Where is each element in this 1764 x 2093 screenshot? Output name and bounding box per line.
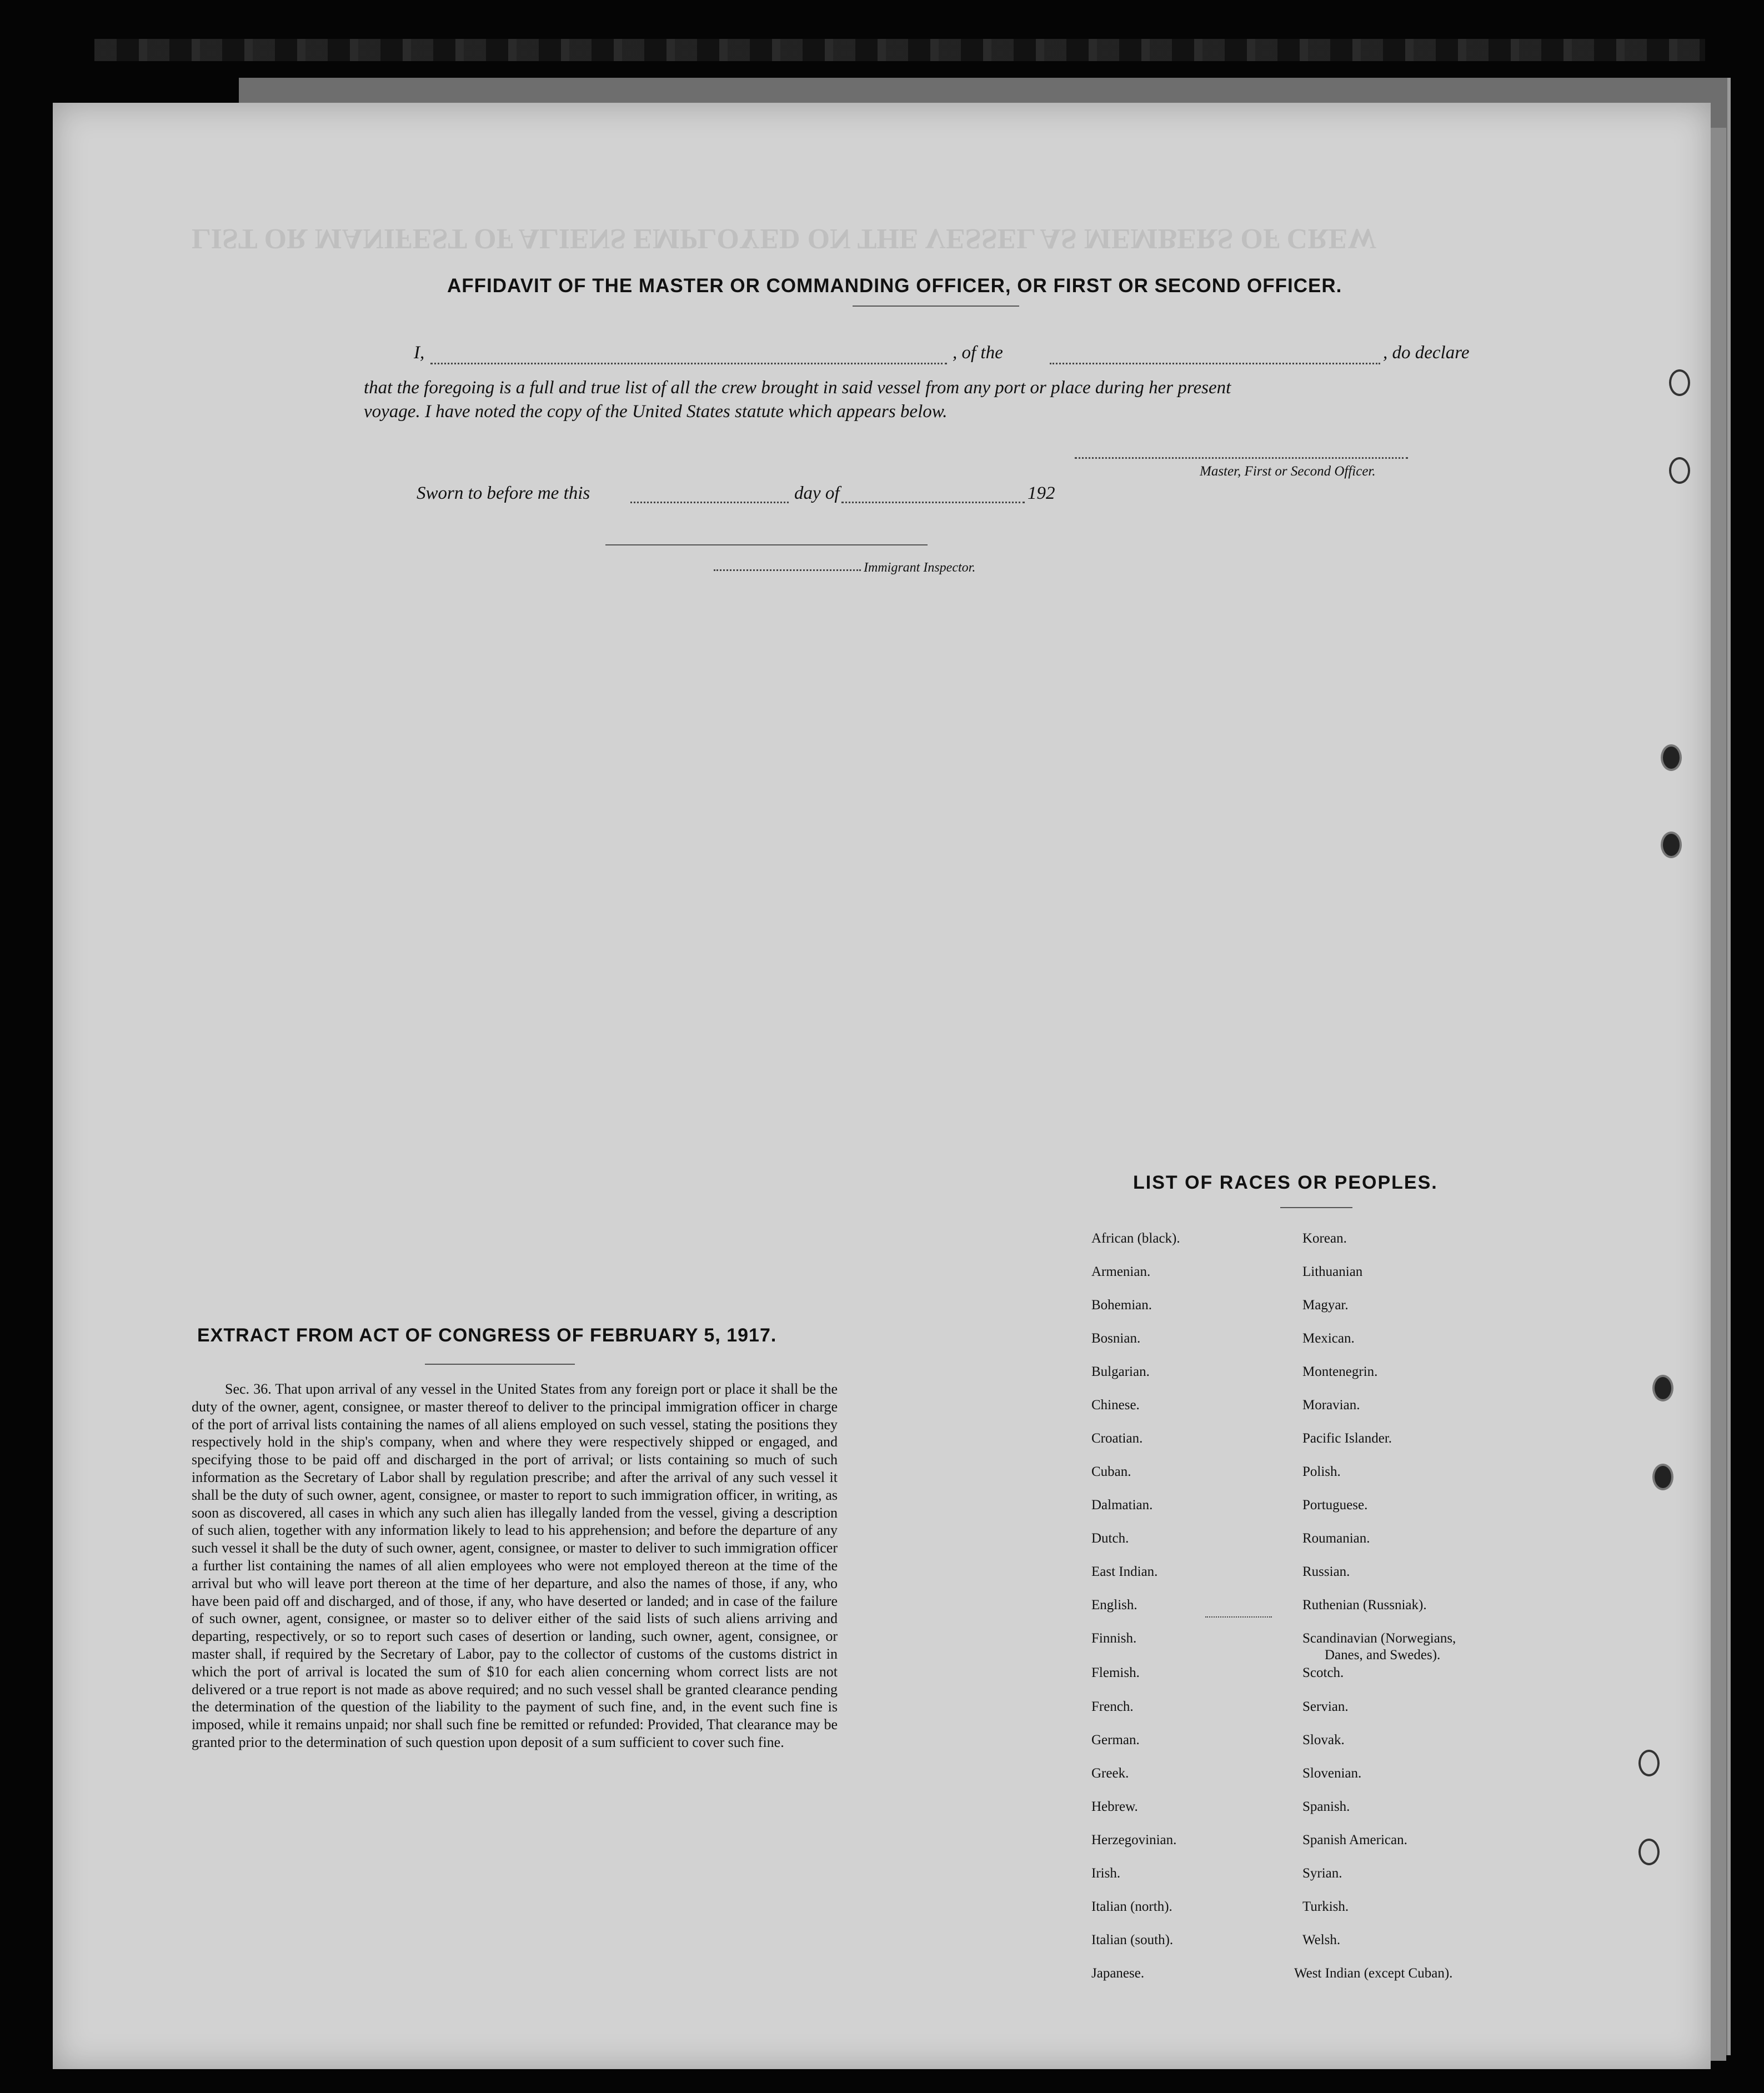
race-item: Finnish. [1091, 1631, 1137, 1646]
name-field[interactable] [430, 363, 947, 364]
stray-mark [1205, 1616, 1272, 1618]
race-item: Greek. [1091, 1766, 1129, 1781]
races-title: LIST OF RACES OR PEOPLES. [1133, 1172, 1438, 1193]
officer-signature-field[interactable] [1075, 457, 1408, 459]
race-item: Ruthenian (Russniak). [1302, 1598, 1427, 1613]
affidavit-i: I, [414, 343, 425, 363]
race-item: East Indian. [1091, 1564, 1158, 1579]
race-item: Lithuanian [1302, 1264, 1363, 1279]
race-item: Turkish. [1302, 1899, 1349, 1914]
vessel-field[interactable] [1050, 363, 1380, 364]
race-item: Montenegrin. [1302, 1364, 1378, 1379]
binder-hole [1661, 744, 1682, 771]
race-item: Irish. [1091, 1866, 1121, 1881]
race-item: Herzegovinian. [1091, 1832, 1177, 1847]
binder-hole [1669, 369, 1690, 396]
binder-hole [1652, 1375, 1673, 1401]
race-item: Scotch. [1302, 1665, 1344, 1680]
inspector-signature-line[interactable] [605, 544, 928, 545]
affidavit-of-the: , of the [953, 343, 1003, 363]
sworn-text: Sworn to before me this [417, 483, 590, 503]
race-item: Roumanian. [1302, 1531, 1370, 1546]
race-item: Polish. [1302, 1464, 1341, 1479]
affidavit-title-rule [853, 306, 1019, 307]
race-item: West Indian (except Cuban). [1294, 1966, 1453, 1981]
race-item: Magyar. [1302, 1298, 1349, 1313]
race-item: Armenian. [1091, 1264, 1151, 1279]
race-item: Bosnian. [1091, 1331, 1141, 1346]
document-page [53, 103, 1711, 2069]
binder-hole [1638, 1839, 1660, 1865]
race-item: Welsh. [1302, 1932, 1341, 1947]
binder-hole [1669, 457, 1690, 484]
year-text: 192 [1028, 483, 1055, 503]
race-item: Moravian. [1302, 1398, 1360, 1413]
race-item: Servian. [1302, 1699, 1349, 1714]
extract-text: Sec. 36. That upon arrival of any vessel in the United States from any foreign port or place it shall be the duty of the owner, agent, consignee, or master thereof to deliver to the principal immigration officer in charge of the port of arrival lists containing the names of all aliens employed on such vessel, stating the positions they respectively hold in the ship's company, when and where they were respectively shipped or engaged, and specifying those to be paid off and discharged in the port of arrival; or lists containing so much of such information as the Secretary of Labor shall by regulation prescribe; and after the arrival of any such vessel it shall be the duty of such owner, agent, consignee, or master to report to such immigration officer, in writing, as soon as discovered, all cases in which any such alien has illegally landed from the vessel, giving a description of such alien, together with any information likely to lead to his apprehension; and before the departure of any such vessel it shall be the duty of such owner, agent, consignee, or master to deliver to such immigration officer a further list containing the names of all alien employees who were not employed thereon at the time of the arrival but who will leave port thereon at the time of her departure, and also the names of those, if any, who have been paid off and discharged, and of those, if any, who have deserted or landed; and in case of the failure of such owner, agent, consignee, or master so to deliver either of the said lists of such aliens arriving and departing, respectively, or so to report such cases of desertion or landing, such owner, agent, consignee, or master shall, if required by the Secretary of Labor, pay to the collector of customs of the customs district in which the port of arrival is located the sum of $10 for each alien concerning whom correct lists are not delivered or a true report is not made as above required; and no such vessel shall be granted clearance pending the determination of the question of the liability to the payment of such fine, and, in the event such fine is imposed, while it remains unpaid; nor shall such fine be remitted or refunded: Provided, That clearance may be granted prior to the determination of such question upon deposit of a sum sufficient to cover such fine. [192, 1381, 838, 1750]
day-of-text: day of [794, 483, 840, 503]
race-item: Syrian. [1302, 1866, 1342, 1881]
race-item: Mexican. [1302, 1331, 1355, 1346]
scan-border-top [94, 39, 1705, 61]
race-item: Scandinavian (Norwegians, [1302, 1631, 1456, 1646]
inspector-dotted-line [714, 569, 861, 571]
race-item: Bohemian. [1091, 1298, 1152, 1313]
race-item: Flemish. [1091, 1665, 1140, 1680]
officer-label: Master, First or Second Officer. [1200, 464, 1376, 479]
race-item: Portuguese. [1302, 1498, 1368, 1513]
race-item: Pacific Islander. [1302, 1431, 1392, 1446]
race-item: English. [1091, 1598, 1137, 1613]
bleed-through-heading: LIST OR MANIFEST OF ALIENS EMPLOYED ON THE VESSEL AS MEMBERS OF CREW [192, 223, 1377, 254]
race-item: Russian. [1302, 1564, 1350, 1579]
extract-title-rule [425, 1364, 575, 1365]
binder-hole [1652, 1464, 1673, 1490]
race-item: Italian (north). [1091, 1899, 1172, 1914]
race-item: Danes, and Swedes). [1325, 1648, 1441, 1663]
race-item: Hebrew. [1091, 1799, 1138, 1814]
race-item: Bulgarian. [1091, 1364, 1150, 1379]
race-item: Dalmatian. [1091, 1498, 1153, 1513]
binder-hole [1661, 832, 1682, 858]
race-item: Croatian. [1091, 1431, 1143, 1446]
races-title-rule [1280, 1207, 1352, 1208]
affidavit-title: AFFIDAVIT OF THE MASTER OR COMMANDING OFFICER, OR FIRST OR SECOND OFFICER. [447, 275, 1342, 297]
affidavit-declare: , do declare [1383, 343, 1470, 363]
race-item: African (black). [1091, 1231, 1180, 1246]
race-item: Dutch. [1091, 1531, 1129, 1546]
race-item: Slovenian. [1302, 1766, 1362, 1781]
race-item: Korean. [1302, 1231, 1347, 1246]
extract-title: EXTRACT FROM ACT OF CONGRESS OF FEBRUARY 5, 1917. [197, 1325, 777, 1346]
sworn-day-field[interactable] [630, 502, 789, 503]
race-item: Spanish. [1302, 1799, 1350, 1814]
race-item: Chinese. [1091, 1398, 1140, 1413]
affidavit-line-2: that the foregoing is a full and true list of all the crew brought in said vessel from any port or place during her present [364, 378, 1231, 398]
race-item: Cuban. [1091, 1464, 1131, 1479]
affidavit-line-3: voyage. I have noted the copy of the United States statute which appears below. [364, 402, 948, 422]
race-item: Italian (south). [1091, 1932, 1174, 1947]
inspector-label: Immigrant Inspector. [864, 560, 976, 575]
race-item: French. [1091, 1699, 1134, 1714]
race-item: Spanish American. [1302, 1832, 1407, 1847]
race-item: Japanese. [1091, 1966, 1145, 1981]
sworn-month-field[interactable] [841, 502, 1025, 503]
binder-hole [1638, 1750, 1660, 1776]
race-item: Slovak. [1302, 1733, 1345, 1747]
race-item: German. [1091, 1733, 1140, 1747]
